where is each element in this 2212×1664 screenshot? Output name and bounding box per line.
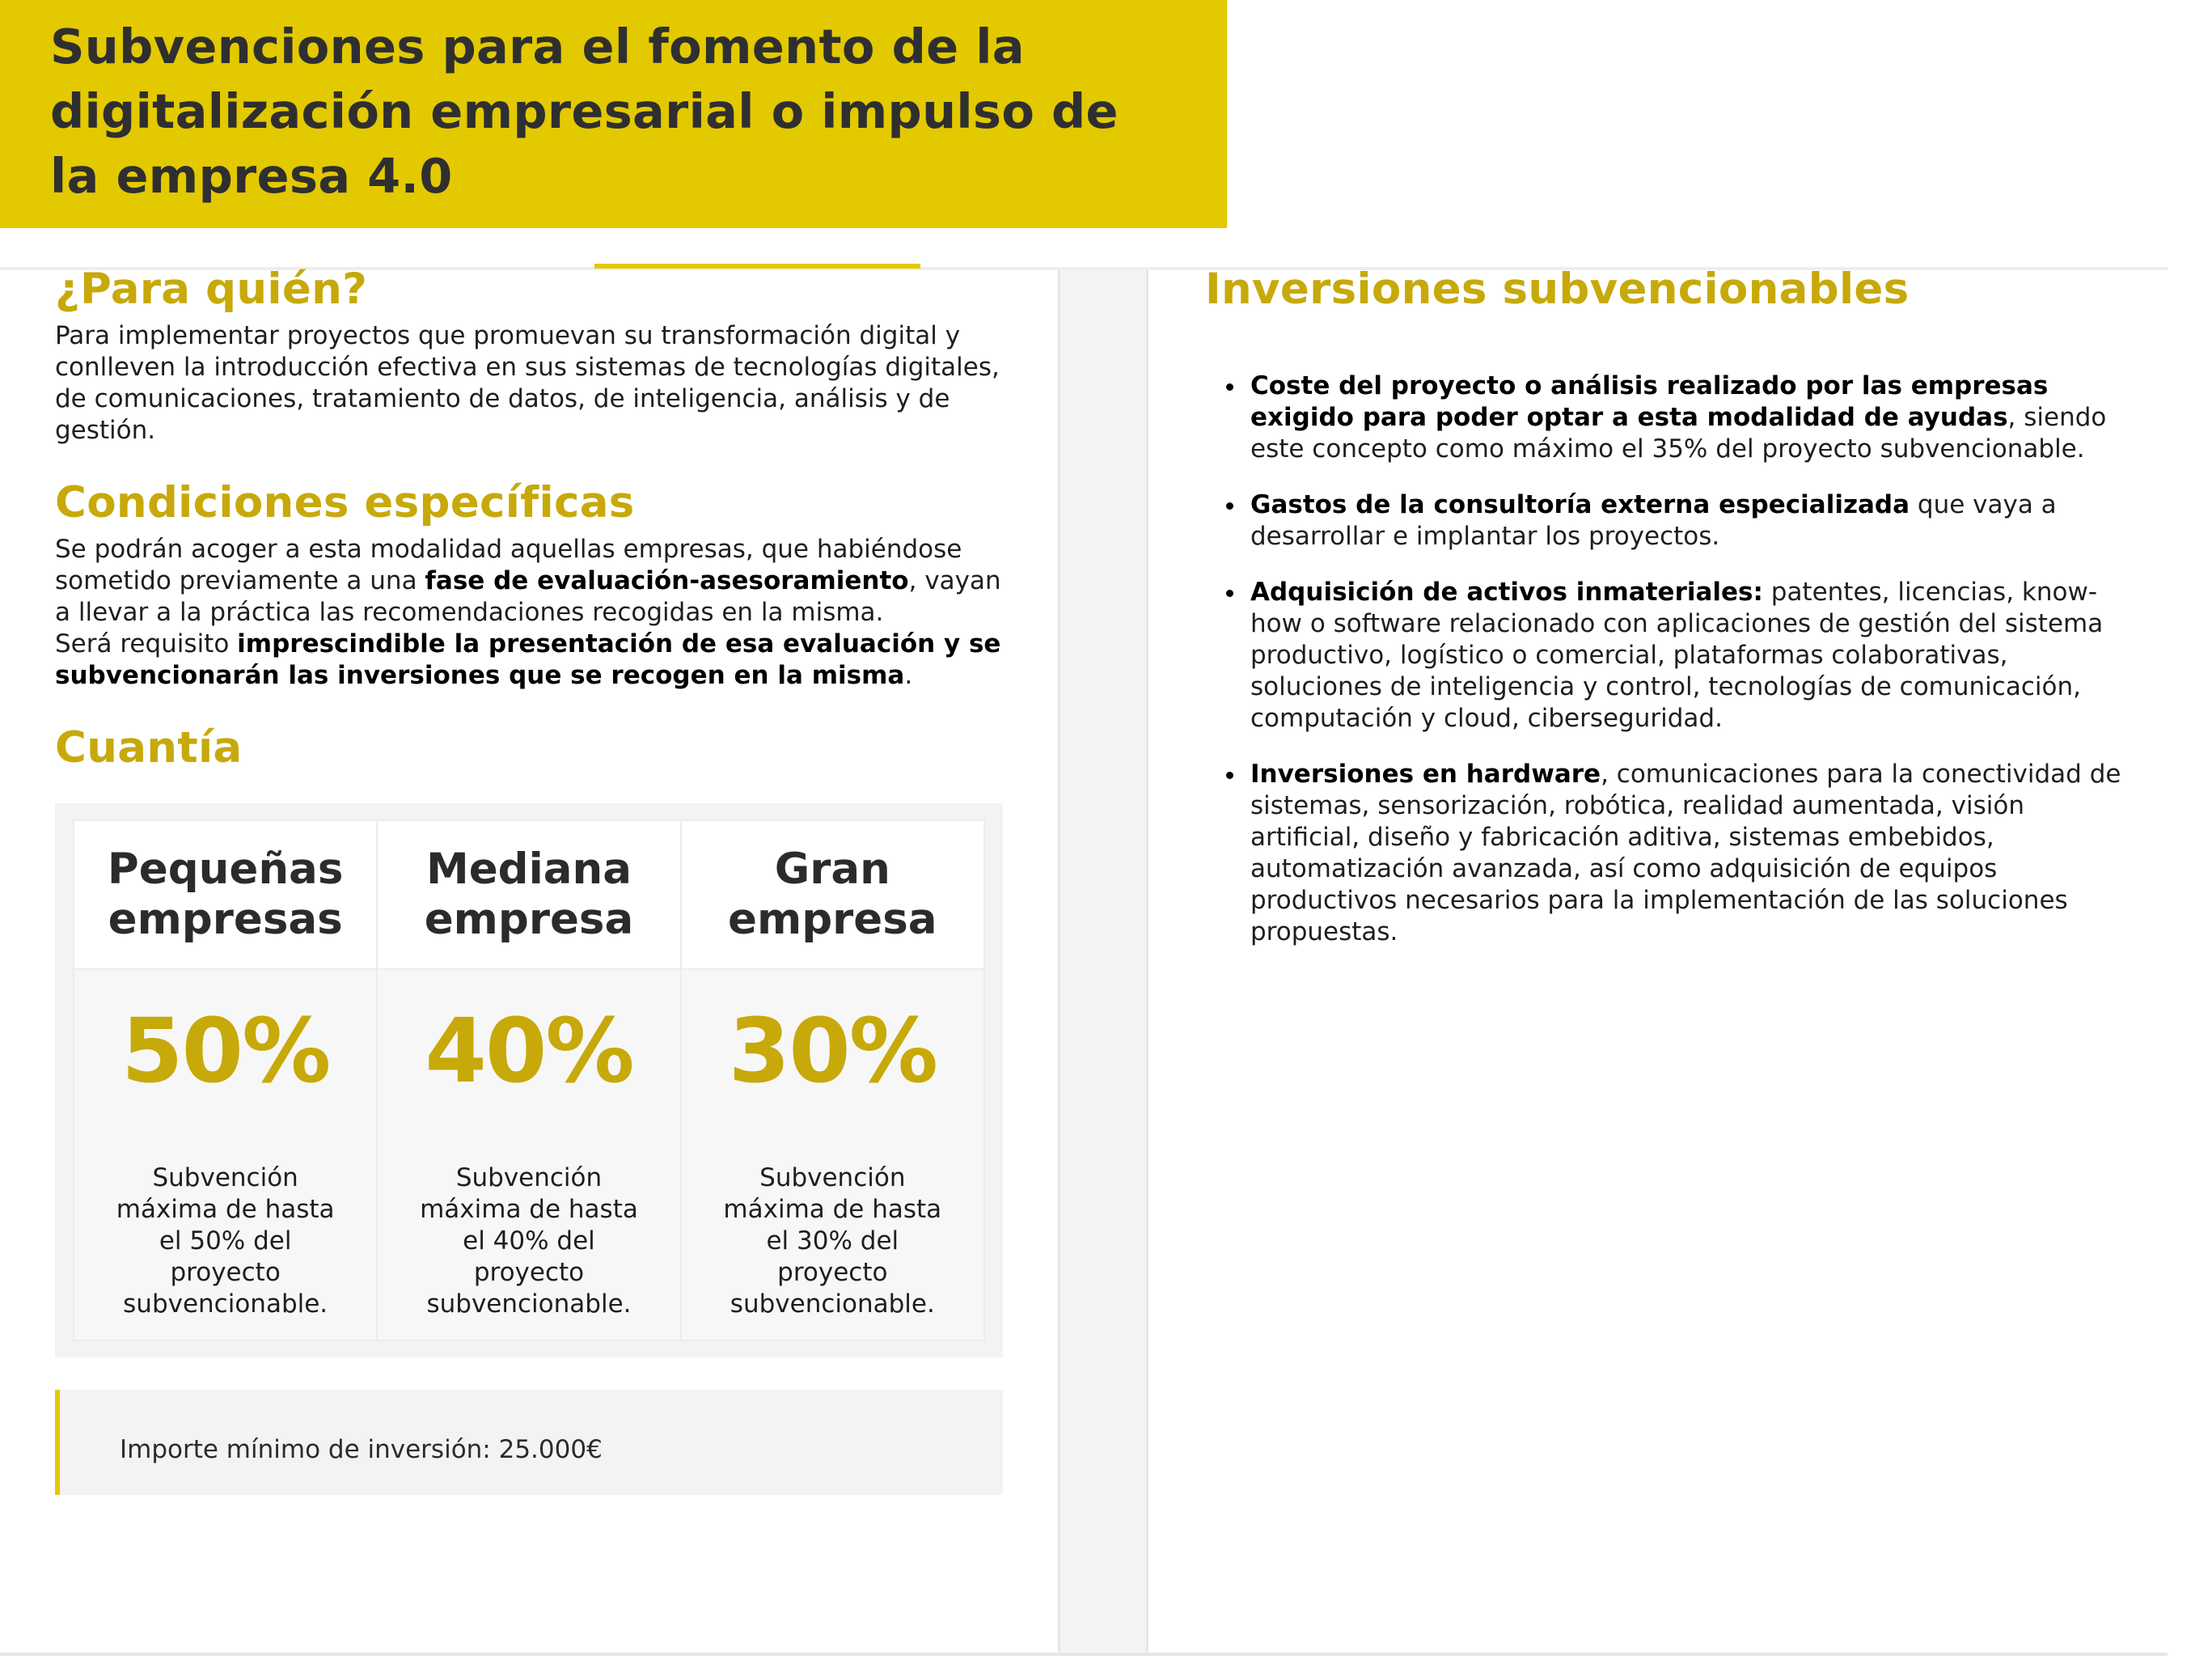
list-item <box>1250 759 2135 948</box>
condiciones-text <box>55 534 1008 692</box>
card-title: Mediana empresa <box>424 845 634 944</box>
card-pequenas-empresas <box>74 821 378 1340</box>
column-gutter <box>1058 270 1148 1653</box>
inversiones-heading: Inversiones subvencionables <box>1205 265 1910 314</box>
card-gran-empresa <box>682 821 983 1340</box>
condiciones-text-bold: imprescindible la presentación de esa evaluación y se subvencionarán las inversiones que se recogen en la misma <box>55 629 1001 690</box>
condiciones-text-part: Será requisito <box>55 629 238 658</box>
left-column <box>55 259 1008 1495</box>
list-item-text: patentes, licencias, know-how o software relacionado con aplicaciones de gestión del sistema productivo, logístico o comercial, plataformas colaborativas, soluciones de inteligencia y control, tecnologías de comunicación, computación y cloud, ciberseguridad. <box>1250 578 2104 733</box>
card-percent: 40% <box>425 999 633 1103</box>
inversiones-list <box>1205 370 2135 948</box>
list-item-bold: Gastos de la consultoría externa especializada <box>1250 490 1910 519</box>
card-percent: 30% <box>728 999 937 1103</box>
list-item-text: , comunicaciones para la conectividad de sistemas, sensorización, robótica, realidad aumentada, visión artificial, diseño y fabricación aditiva, sistemas embebidos, automatización avanzada, así como adquisición de equipos productivos necesarios para la implementación de las soluciones propuestas. <box>1250 760 2121 946</box>
condiciones-heading: Condiciones específicas <box>55 478 635 527</box>
minimum-investment-note <box>55 1390 1003 1495</box>
condiciones-text-part: . <box>904 661 913 690</box>
list-item <box>1250 577 2135 735</box>
minimum-investment-text: Importe mínimo de inversión: 25.000€ <box>120 1435 603 1464</box>
card-title: Pequeñas empresas <box>107 845 344 944</box>
list-item-bold: Coste del proyecto o análisis realizado por las empresas exigido para poder optar a esta modalidad de ayudas <box>1250 371 2049 432</box>
list-item-bold: Adquisición de activos inmateriales: <box>1250 578 1763 607</box>
condiciones-text-bold: fase de evaluación-asesoramiento <box>425 566 909 595</box>
card-description: Subvención máxima de hasta el 30% del proyecto subvencionable. <box>723 1163 942 1319</box>
pricing-cards <box>55 803 1003 1357</box>
list-item <box>1250 370 2135 465</box>
page-title: Subvenciones para el fomento de la digitalización empresarial o impulso de la empresa 4.0 <box>50 19 1119 204</box>
card-percent: 50% <box>121 999 330 1103</box>
condiciones-text-part: Se podrán acoger a esta modalidad aquellas empresas, que habiéndose sometido previamente a una <box>55 535 962 595</box>
card-description: Subvención máxima de hasta el 50% del proyecto subvencionable. <box>116 1163 335 1319</box>
title-banner <box>0 0 1227 228</box>
list-item-text: que vaya a desarrollar e implantar los proyectos. <box>1250 490 2057 551</box>
list-item-bold: Inversiones en hardware <box>1250 760 1601 789</box>
para-quien-heading: ¿Para quién? <box>55 265 368 314</box>
card-description: Subvención máxima de hasta el 40% del proyecto subvencionable. <box>420 1163 638 1319</box>
list-item <box>1250 489 2135 553</box>
bottom-divider <box>0 1653 2168 1656</box>
card-mediana-empresa <box>378 821 681 1340</box>
cuantia-heading: Cuantía <box>55 723 243 773</box>
right-column <box>1205 259 2135 972</box>
list-item-text: , siendo este concepto como máximo el 35% del proyecto subvencionable. <box>1250 403 2107 464</box>
condiciones-text-part: , vayan a llevar a la práctica las recomendaciones recogidas en la misma. <box>55 566 1001 627</box>
card-title: Gran empresa <box>728 845 937 944</box>
para-quien-text: Para implementar proyectos que promuevan su transformación digital y conlleven la introducción efectiva en sus sistemas de tecnologías digitales, de comunicaciones, tratamiento de datos, de inteligencia, análisis y de gestión. <box>55 321 1000 445</box>
